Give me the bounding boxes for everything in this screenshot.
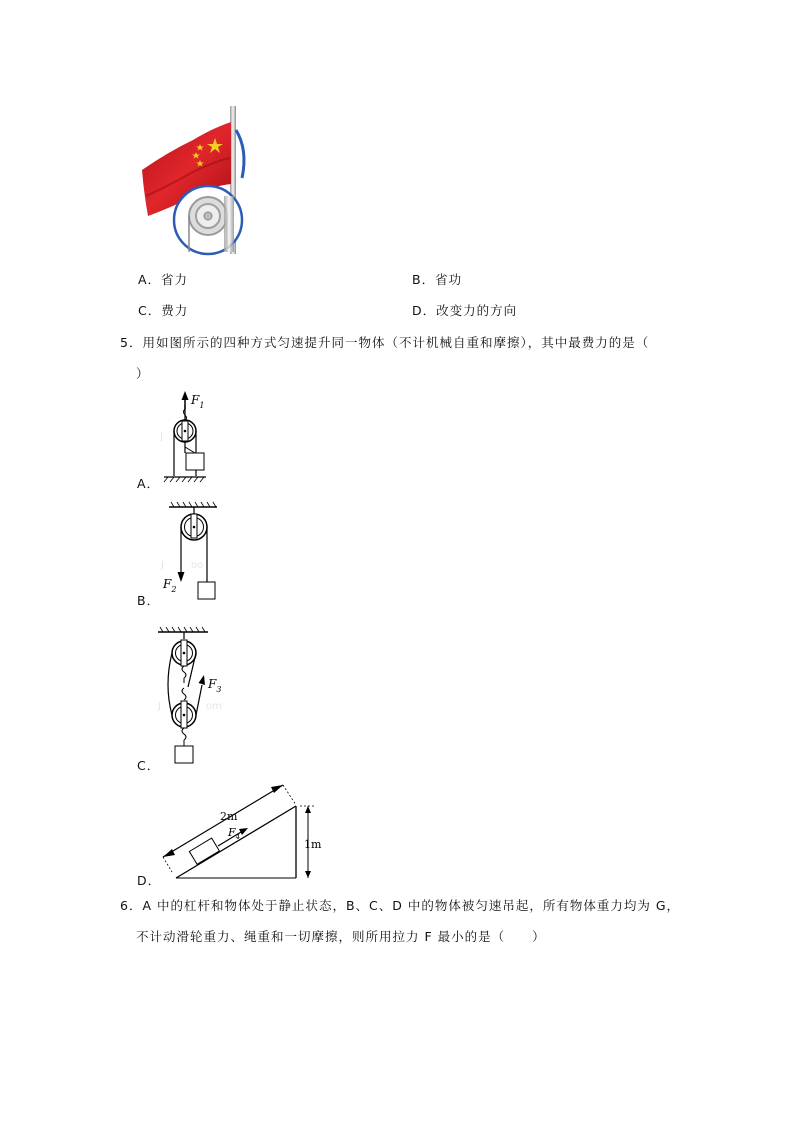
incline-height-label: 1m	[304, 838, 322, 851]
question-6-line-2: 不计动滑轮重力、绳重和一切摩擦，则所用拉力 F 最小的是（ ）	[136, 929, 546, 944]
figure-a-movable-pulley	[160, 385, 250, 485]
figure-d-label: D．	[137, 873, 162, 888]
option-c: C．费力	[138, 303, 189, 318]
question-5-line-2: ）	[136, 366, 150, 381]
force-f4-label: $F_4$	[228, 826, 241, 841]
svg-text:om: om	[206, 701, 222, 712]
incline-length-label: 2m	[220, 810, 238, 823]
option-b: B．省功	[412, 272, 463, 287]
svg-text:oo: oo	[191, 560, 204, 571]
option-d: D．改变力的方向	[412, 303, 518, 318]
figure-a-label: A．	[137, 476, 161, 491]
flag-pulley-image	[138, 100, 250, 260]
svg-text:J: J	[161, 560, 164, 571]
svg-text:J: J	[160, 431, 163, 442]
figure-c-pulley-block	[150, 625, 240, 770]
option-a: A．省力	[138, 272, 189, 287]
figure-d-inclined-plane	[150, 780, 330, 880]
svg-text:J: J	[158, 701, 161, 712]
figure-c-label: C．	[137, 758, 161, 773]
question-5-line-1: 5．用如图所示的四种方式匀速提升同一物体（不计机械自重和摩擦），其中最费力的是（	[120, 335, 650, 350]
figure-b-label: B．	[137, 593, 161, 608]
force-f2-label: $F_2$	[163, 577, 177, 594]
question-6-line-1: 6．A 中的杠杆和物体处于静止状态，B、C、D 中的物体被匀速吊起，所有物体重力均为 G，	[120, 898, 681, 913]
force-f1-label: $F_1$	[191, 393, 205, 410]
force-f3-label: $F_3$	[208, 677, 222, 694]
figure-b-fixed-pulley	[155, 500, 245, 605]
